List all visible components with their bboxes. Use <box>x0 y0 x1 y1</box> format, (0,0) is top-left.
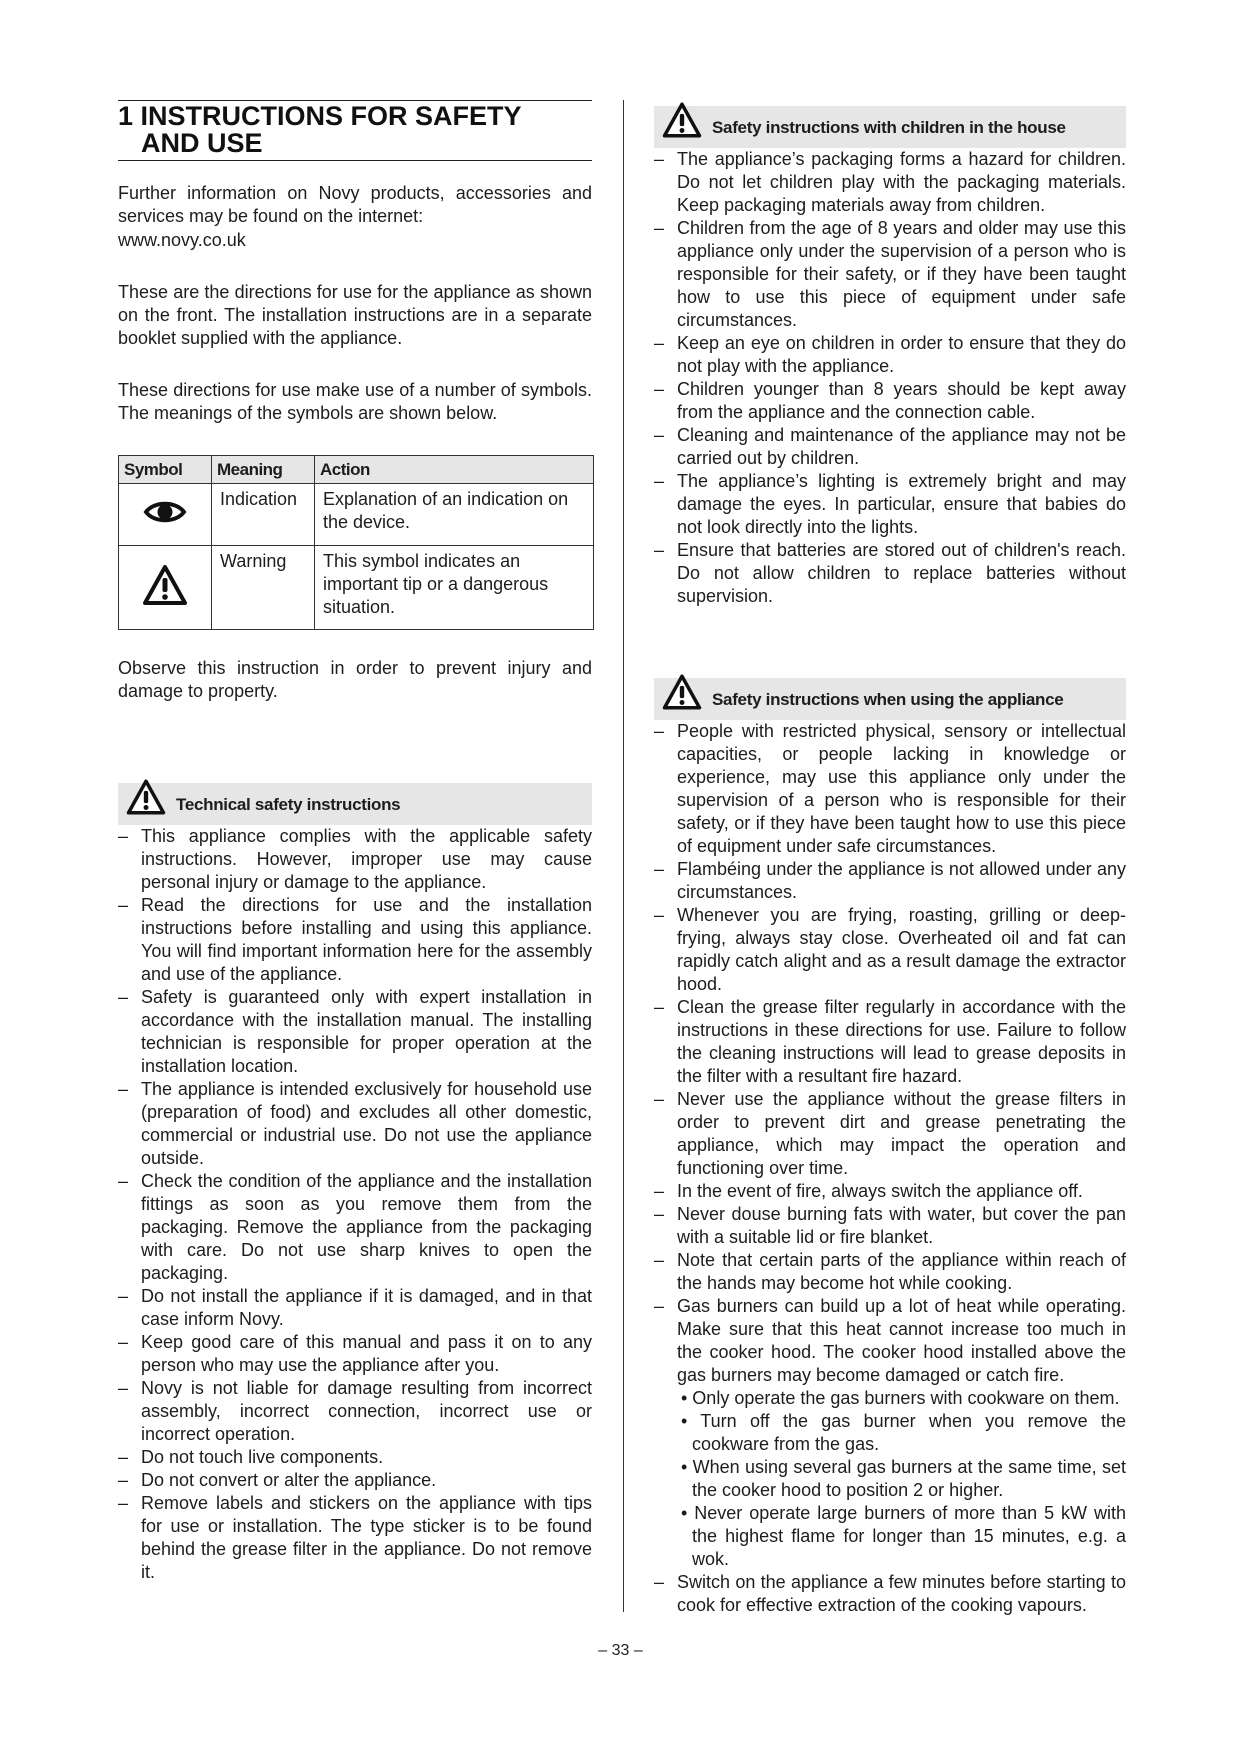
symbol-table <box>118 455 594 630</box>
using-safety-list <box>654 720 1126 1617</box>
gas-burner-text: Gas burners can build up a lot of heat while operating. Make sure that this heat cannot increase too much in the cooker hood. The cooker hood installed above the gas burners may become damaged or catch fire. <box>677 1296 1126 1385</box>
meaning-cell: Warning <box>212 546 315 630</box>
list-item: – Never use the appliance without the grease filters in order to prevent dirt and grease penetrating the appliance, which may impact the operation and functioning over time. <box>654 1088 1126 1180</box>
children-safety-heading: Safety instructions with children in the house <box>712 117 1066 137</box>
left-column <box>118 100 592 1584</box>
right-column <box>654 100 1126 1617</box>
symbol-cell <box>119 546 212 630</box>
list-item: – Children from the age of 8 years and older may use this appliance only under the supervision of a person who is responsible for their safety, or if they have been taught how to use this piece of equipment under safe circumstances. <box>654 217 1126 332</box>
children-safety-list <box>654 148 1126 608</box>
list-item: – The appliance is intended exclusively for household use (preparation of food) and excludes all other domestic, commercial or industrial use. Do not use the appliance outside. <box>118 1078 592 1170</box>
technical-safety-list <box>118 825 592 1584</box>
bullet-item: • Turn off the gas burner when you remove the cookware from the gas. <box>681 1411 1126 1454</box>
list-item: – Children younger than 8 years should be kept away from the appliance and the connection cable. <box>654 378 1126 424</box>
technical-safety-header <box>118 783 592 825</box>
action-cell: This symbol indicates an important tip or a dangerous situation. <box>315 546 594 630</box>
table-header-row <box>119 456 594 484</box>
warning-icon <box>141 563 189 607</box>
meaning-cell: Indication <box>212 484 315 546</box>
list-item: – Read the directions for use and the installation instructions before installing and using this appliance. You will find important information here for the assembly and use of the appliance. <box>118 894 592 986</box>
observe-note: Observe this instruction in order to prevent injury and damage to property. <box>118 658 592 701</box>
list-item: – The appliance’s lighting is extremely bright and may damage the eyes. In particular, ensure that babies do not look directly into the lights. <box>654 470 1126 539</box>
list-item: – Check the condition of the appliance and the installation fittings as soon as you remove them from the packaging. Remove the appliance from the packaging with care. Do not use sharp knives to open the packaging. <box>118 1170 592 1285</box>
list-item: – The appliance’s packaging forms a hazard for children. Do not let children play with the packaging materials. Keep packaging materials away from children. <box>654 148 1126 217</box>
list-item: – Ensure that batteries are stored out of children's reach. Do not allow children to replace batteries without supervision. <box>654 539 1126 608</box>
list-item: – Keep good care of this manual and pass it on to any person who may use the appliance after you. <box>118 1331 592 1377</box>
warning-icon <box>661 672 703 712</box>
section-title <box>118 100 592 161</box>
table-header-symbol: Symbol <box>119 456 212 484</box>
page-number: – 33 – <box>598 1642 643 1659</box>
using-safety-heading: Safety instructions when using the appliance <box>712 689 1064 709</box>
bullet-item: • Only operate the gas burners with cookware on them. <box>681 1388 1120 1408</box>
warning-icon <box>125 777 167 817</box>
table-header-meaning: Meaning <box>212 456 315 484</box>
list-item <box>654 1295 1126 1571</box>
list-item: – Flambéing under the appliance is not allowed under any circumstances. <box>654 858 1126 904</box>
technical-safety-heading: Technical safety instructions <box>176 794 401 814</box>
list-item: – Do not touch live components. <box>118 1446 592 1469</box>
intro-symbols-note: These directions for use make use of a number of symbols. The meanings of the symbols are shown below. <box>118 380 592 423</box>
page-title-line2: AND USE <box>141 128 263 158</box>
children-safety-header <box>654 106 1126 148</box>
list-item: – Never douse burning fats with water, but cover the pan with a suitable lid or fire blanket. <box>654 1203 1126 1249</box>
table-row <box>119 546 594 630</box>
list-item: – Novy is not liable for damage resulting from incorrect assembly, incorrect connection, incorrect use or incorrect operation. <box>118 1377 592 1446</box>
bullet-item: • Never operate large burners of more than 5 kW with the highest flame for longer than 15 minutes, e.g. a wok. <box>681 1503 1126 1569</box>
list-item: – Clean the grease filter regularly in accordance with the instructions in these directions for use. Failure to follow the cleaning instructions will lead to grease deposits in the filter with a resultant fire hazard. <box>654 996 1126 1088</box>
column-divider <box>623 100 624 1612</box>
list-item: – People with restricted physical, sensory or intellectual capacities, or people lacking in knowledge or experience, may use this appliance only under the supervision of a person who is responsible for their safety, or if they have been taught how to use this piece of equipment under safe circumstances. <box>654 720 1126 858</box>
list-item: – Safety is guaranteed only with expert installation in accordance with the installation manual. The installing technician is responsible for proper operation at the installation location. <box>118 986 592 1078</box>
list-item: – Do not install the appliance if it is damaged, and in that case inform Novy. <box>118 1285 592 1331</box>
list-item: – Whenever you are frying, roasting, grilling or deep-frying, always stay close. Overheated oil and fat can rapidly catch alight and as a result damage the extractor hood. <box>654 904 1126 996</box>
list-item: – Remove labels and stickers on the appliance with tips for use or installation. The type sticker is to be found behind the grease filter in the appliance. Do not remove it. <box>118 1492 592 1584</box>
intro-directions: These are the directions for use for the appliance as shown on the front. The installation instructions are in a separate booklet supplied with the appliance. <box>118 282 592 348</box>
using-safety-header <box>654 678 1126 720</box>
list-item: – In the event of fire, always switch the appliance off. <box>654 1180 1126 1203</box>
list-item: – Keep an eye on children in order to ensure that they do not play with the appliance. <box>654 332 1126 378</box>
list-item: – Switch on the appliance a few minutes before starting to cook for effective extraction of the cooking vapours. <box>654 1571 1126 1617</box>
list-item: – Note that certain parts of the appliance within reach of the hands may become hot while cooking. <box>654 1249 1126 1295</box>
warning-icon <box>661 100 703 140</box>
intro-info: Further information on Novy products, accessories and services may be found on the internet: <box>118 183 592 226</box>
list-item: – Do not convert or alter the appliance. <box>118 1469 592 1492</box>
page-title-line1: 1 INSTRUCTIONS FOR SAFETY <box>118 101 522 131</box>
action-cell: Explanation of an indication on the device. <box>315 484 594 546</box>
eye-icon <box>143 498 187 526</box>
website-link[interactable]: www.novy.co.uk <box>118 230 246 250</box>
symbol-cell <box>119 484 212 546</box>
bullet-item: • When using several gas burners at the same time, set the cooker hood to position 2 or higher. <box>681 1457 1126 1500</box>
list-item: – This appliance complies with the applicable safety instructions. However, improper use may cause personal injury or damage to the appliance. <box>118 825 592 894</box>
table-header-action: Action <box>315 456 594 484</box>
table-row <box>119 484 594 546</box>
list-item: – Cleaning and maintenance of the appliance may not be carried out by children. <box>654 424 1126 470</box>
gas-burner-bullets <box>677 1387 1126 1571</box>
